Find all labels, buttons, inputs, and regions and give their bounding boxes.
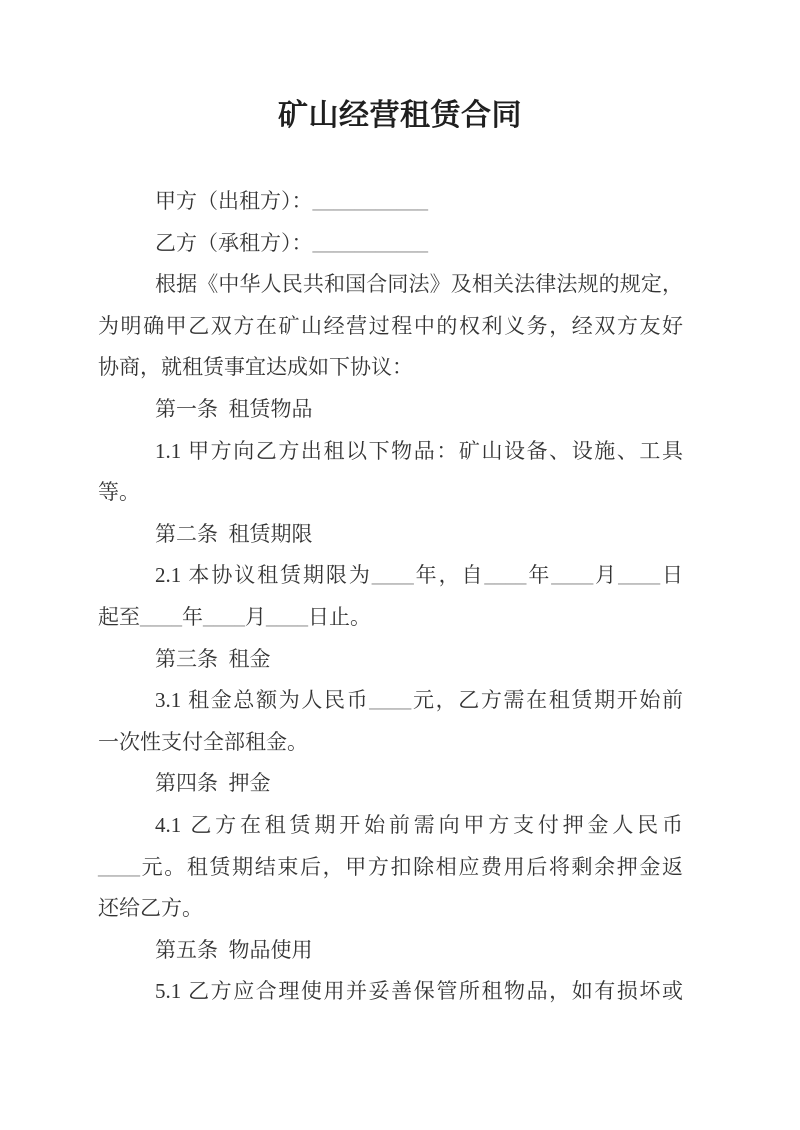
- party-a-line: 甲方（出租方）：___________: [155, 189, 428, 213]
- party-b-line: 乙方（承租方）：___________: [155, 230, 428, 255]
- document-title: 矿山经营租赁合同: [278, 99, 522, 132]
- blank-underline: ____: [369, 688, 412, 713]
- clause-3-1-line-2: 一次性支付全部租金。: [98, 729, 308, 754]
- blank-underline: ____: [98, 854, 140, 879]
- blank-underline: ____: [203, 604, 245, 629]
- blank-underline: ___________: [312, 230, 428, 255]
- blank-underline: ____: [140, 604, 182, 629]
- clause-4-1-line-3: 还给乙方。: [98, 896, 203, 921]
- preamble-line-3: 协商，就租赁事宜达成如下协议：: [98, 355, 413, 380]
- clause-2-heading: 第二条 租赁期限: [155, 521, 313, 546]
- clause-4-heading: 第四条 押金: [155, 771, 271, 796]
- preamble-line-2: 为明确甲乙双方在矿山经营过程中的权利义务，经双方友好: [98, 313, 683, 338]
- clause-3-heading: 第三条 租金: [155, 646, 271, 671]
- blank-underline: ____: [551, 563, 594, 588]
- clause-4-1-line-2: ____元。租赁期结束后，甲方扣除相应费用后将剩余押金返: [98, 854, 683, 879]
- clause-1-1-line-2: 等。: [98, 480, 140, 505]
- blank-underline: ____: [371, 563, 414, 588]
- clause-3-1-line-1: 3.1 租金总额为人民币____元，乙方需在租赁期开始前: [155, 688, 684, 713]
- clause-2-1-line-2: 起至____年____月____日止。: [98, 604, 371, 629]
- blank-underline: ____: [618, 563, 661, 588]
- blank-underline: ____: [484, 563, 527, 588]
- preamble-line-1: 根据《中华人民共和国合同法》及相关法律法规的规定，: [155, 272, 683, 297]
- clause-1-heading: 第一条 租赁物品: [155, 396, 313, 421]
- clause-5-heading: 第五条 物品使用: [155, 937, 313, 962]
- blank-underline: ____: [266, 604, 308, 629]
- document-body: [0, 181, 800, 1013]
- clause-5-1-line-1: 5.1 乙方应合理使用并妥善保管所租物品，如有损坏或: [155, 979, 683, 1004]
- clause-1-1-line-1: 1.1 甲方向乙方出租以下物品：矿山设备、设施、工具: [155, 438, 683, 463]
- blank-underline: ___________: [312, 189, 428, 213]
- clause-2-1-line-1: 2.1 本协议租赁期限为____年，自____年____月____日: [155, 563, 684, 588]
- clause-4-1-line-1: 4.1 乙方在租赁期开始前需向甲方支付押金人民币: [155, 812, 683, 837]
